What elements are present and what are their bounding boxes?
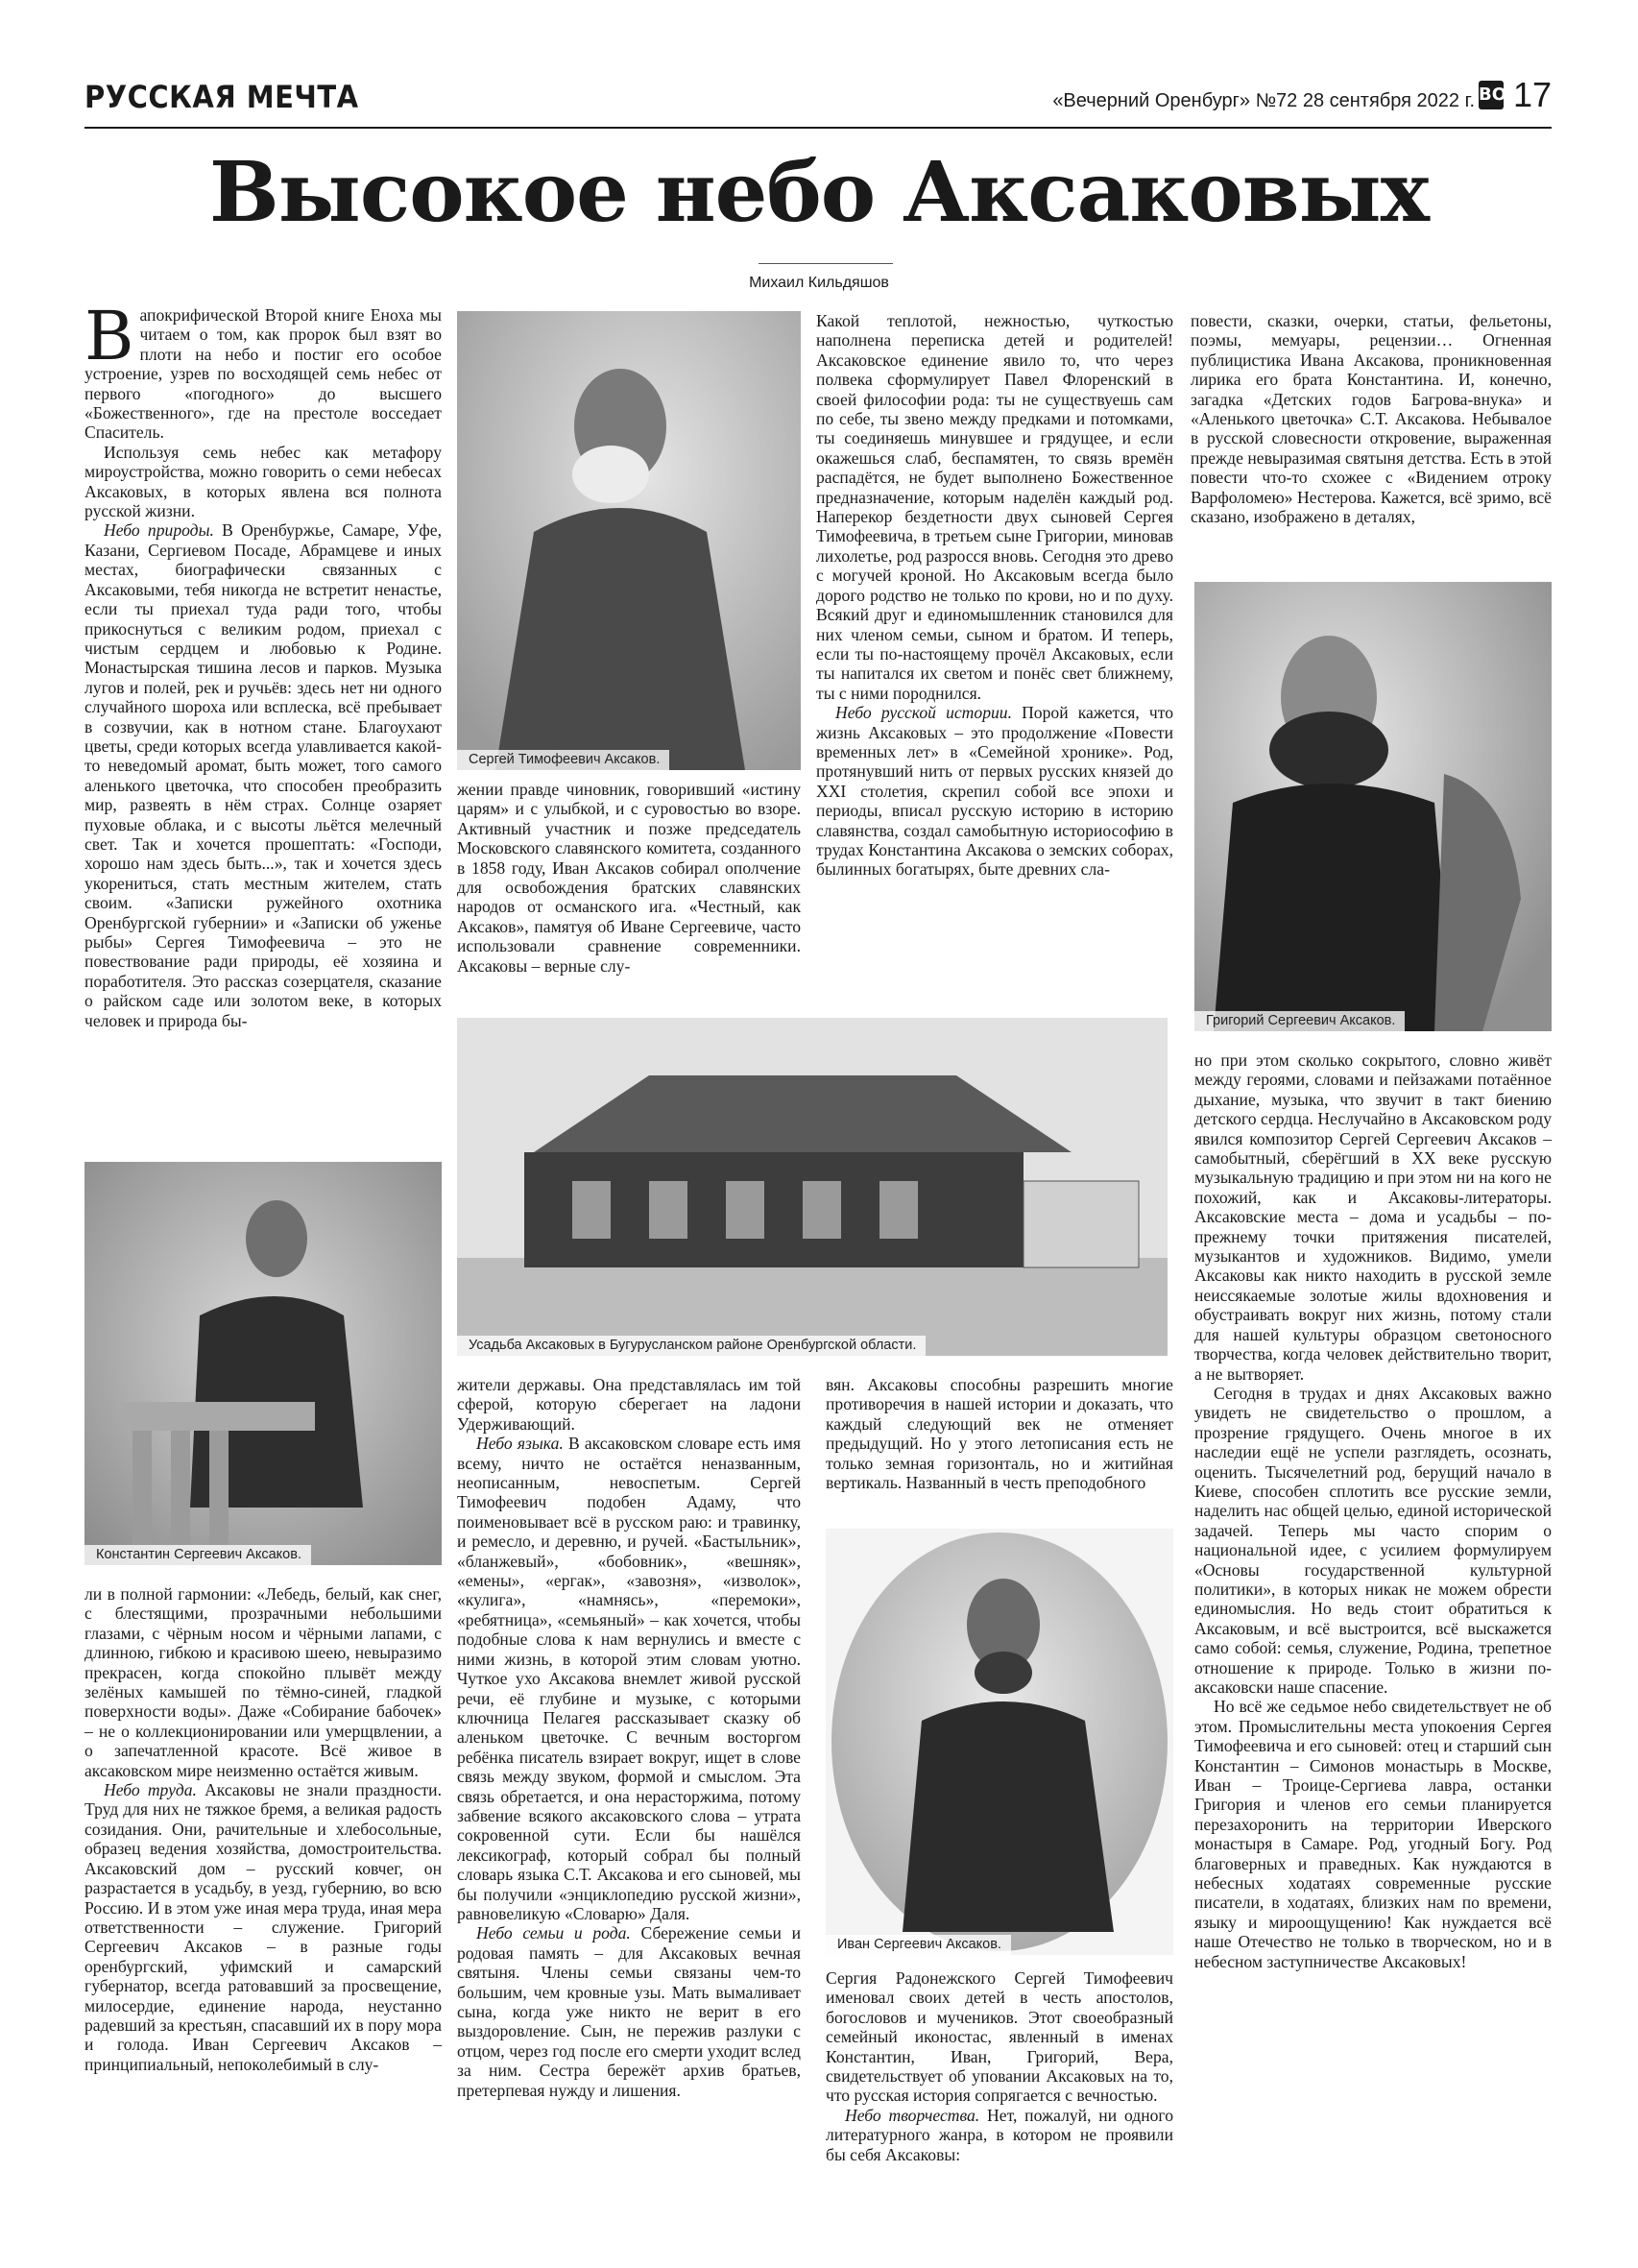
column-3-bottom-b <box>826 1968 1173 2164</box>
paragraph: Небо природы. В Оренбуржье, Самаре, Уфе, Казани, Сергиевом Посаде, Абрамцеве и иных местах, биографически связанных с Аксаковыми, тебя никогда не встретит ненастье, если ты приехал туда ради того, чтобы прикоснуться с великим родом, приехал с чистым сердцем и любовью к Родине. Монастырская тишина лесов и парков. Музыка лугов и полей, рек и ручьёв: здесь нет ни одного случайного шороха или всплеска, всё пребывает в созвучии, как в нотном стане. Благоухают цветы, среди которых всегда улавливается какой-то неведомый аромат, быть может, того самого аленького цветочка, что способен преобразить мир, развеять в нём страх. Солнце озаряет пуховые облака, и с высоты льётся мелечный свет. Так и хочется прошептать: «Господи, хорошо нам здесь быть...», так и хочется здесь укорениться, стать местным жителем, стать своим. «Записки ружейного охотника Оренбургской губернии» и «Записки об уженье рыбы» Сергея Тимофеевича – это не повествование ради природы, её хозяина и поработителя. Это рассказ созерцателя, сказание о райском саде или золотом веке, в которых человек и природа бы- <box>84 520 442 1030</box>
photo-konstantin-aksakov <box>84 1162 442 1565</box>
column-3-top <box>816 311 1173 880</box>
paragraph: жители державы. Она представлялась им той сферой, которую сберегает на ладони Удерживающий. <box>457 1375 801 1434</box>
paragraph: жении правде чиновник, говоривший «истину царям» и с улыбкой, и с суровостью во взоре. Активный участник и позже председатель Московского славянского комитета, созданного в 1858 году, Иван Аксаков собирал ополчение для освобождения братских славянских народов от османского ига. «Честный, как Аксаков», памятуя об Иване Сергеевиче, часто использовали сравнение современники. Аксаковы – верные слу- <box>457 780 801 976</box>
photo-caption: Сергей Тимофеевич Аксаков. <box>457 750 669 770</box>
photo-caption: Иван Сергеевич Аксаков. <box>826 1935 1011 1955</box>
photo-aksakov-estate <box>457 1018 1168 1356</box>
portrait-image <box>826 1529 1173 1955</box>
paragraph: Вапокрифической Второй книге Еноха мы читаем о том, как пророк был взят во плоти на небо и постиг его особое устроение, узрев по восходящей семь небес от первого «погодного» до высшего «Божественного», где на престоле восседает Спаситель. <box>84 297 442 443</box>
paragraph: Небо творчества. Нет, пожалуй, ни одного литературного жанра, в котором не проявили бы себя Аксаковы: <box>826 2105 1174 2164</box>
page-number: 17 <box>1513 75 1553 114</box>
photo-sergey-aksakov <box>457 311 801 770</box>
paragraph: Небо русской истории. Порой кажется, что жизнь Аксаковых – это продолжение «Повести временных лет» в «Семейной хронике». Род, протянувший нить от первых русских князей до XXI столетия, скрепил собой все эпохи и периоды, вписал русскую историю в историю славянства, создал самобытную историософию в трудах Константина Аксакова о земских соборах, былинных богатырях, быте древних сла- <box>816 703 1173 880</box>
paragraph: повести, сказки, очерки, статьи, фельетоны, поэмы, мемуары, рецензии… Огненная публицистика Ивана Аксакова, проникновенная лирика его брата Константина. И, конечно, загадка «Детских годов Багрова-внука» и «Аленького цветочка» С.Т. Аксакова. Небывалое в русской словесности откровение, выраженная прежде невыразимая святыня детства. Есть в этой повести что-то схожее с «Видением отроку Варфоломею» Нестерова. Кажется, всё зримо, всё сказано, изображено в деталях, <box>1191 311 1552 527</box>
paragraph: Небо труда. Аксаковы не знали праздности. Труд для них не тяжкое бремя, а великая радость созидания. Они, рачительные и хлебосольные, образец ведения хозяйства, домостроительства. Аксаковский дом – русский ковчег, он разрастается в усадьбу, в уезд, губернию, во всю Россию. И в этом уже иная мера труда, иная мера ответственности – служение. Григорий Сергеевич Аксаков – в разные годы оренбургский, уфимский и самарский губернатор, всегда ратовавший за просвещение, милосердие, единение народа, неустанно радевший за крестьян, спасавший их в пору мора и голода. Иван Сергеевич Аксаков – принципиальный, непоколебимый в слу- <box>84 1780 443 2074</box>
column-2-bottom <box>457 1375 801 2100</box>
column-2-middle <box>457 780 801 976</box>
column-3-bottom-a <box>826 1375 1173 1492</box>
column-1-bottom <box>84 1584 442 2074</box>
paragraph: Какой теплотой, нежностью, чуткостью наполнена переписка детей и родителей! Аксаковское единение явило то, что через полвека сформулирует Павел Флоренский в своей философии рода: ты не существуешь сам по себе, ты звено между предками и потомками, ты соединяешь минувшее и грядущее, и если окажешься слаб, беспамятен, то связь времён распадётся, не будет выполнено Божественное предназначение, которым наделён каждый род. Наперекор бездетности двух сыновей Сергея Тимофеевича, в третьем сыне Григории, миновав лихолетье, род разросся вновь. Сегодня это древо с могучей кроной. Но Аксаковым всегда было дорого родство не только по крови, но и по духу. Всякий друг и единомышленник становился для них членом семьи, сыном и братом. И теперь, если ты по-настоящему прочёл Аксаковых, если ты напитался их светом и понёс свет ближнему, ты с ними породнился. <box>816 311 1174 703</box>
portrait-image <box>457 311 801 770</box>
portrait-image <box>1194 582 1552 1031</box>
estate-image <box>457 1018 1168 1356</box>
paragraph: Сегодня в трудах и днях Аксаковых важно увидеть не свидетельство о прошлом, а прозрение грядущего. Очень многое в их наследии ещё не успели разглядеть, осознать, оценить. Тысячелетний род, берущий начало в Киеве, способен сплотить все русские земли, наделить нас общей целью, единой исторической задачей. Теперь мы часто спорим о национальной идее, с усилием формулируем «Основы государственной культурной политики», в которых никак не можем обрести единомыслия. Но ведь стоит обратиться к Аксаковым, и всё выстроится, всё выскажется само собой: семья, служение, Родина, трепетное отношение к природе. Только в жизни по-аксаковски наше спасение. <box>1194 1383 1552 1697</box>
column-4-bottom <box>1194 1050 1552 1971</box>
photo-grigory-aksakov <box>1194 582 1552 1031</box>
paragraph: вян. Аксаковы способны разрешить многие противоречия в нашей истории и доказать, что каждый следующий век не отменяет предыдущий. Но у этого летописания есть не только земная горизонталь, но и житийная вертикаль. Названный в честь преподобного <box>826 1375 1173 1493</box>
article-title: Высокое небо Аксаковых <box>208 144 1429 241</box>
portrait-image <box>84 1162 442 1565</box>
paragraph: но при этом сколько сокрытого, словно живёт между героями, словами и пейзажами потаённое дыхание, музыка, что звучит в такт биению детского сердца. Неслучайно в Аксаковском роду явился композитор Сергей Сергеевич Аксаков – самобытный, сберёгший в XX веке русскую музыкальную традицию и при этом ни на кого не похожий, как и Аксаковы-литераторы. Аксаковские места – дома и усадьбы – по-прежнему точки притяжения писателей, музыкантов и художников. Видимо, умели Аксаковы как никто находить в русской земле неиссякаемые золотые жилы вдохновения и обустраивать вокруг них жизнь, потому стали для нашей культуры образцом светоносного творчества, когда человек действительно творит, а не вытворяет. <box>1194 1050 1552 1384</box>
paragraph: Но всё же седьмое небо свидетельствует не об этом. Промыслительны места упокоения Сергея Тимофеевича и его сыновей: отец и старший сын Константин – Симонов монастырь в Москве, Иван – Троице-Сергиева лавра, останки Григория и членов его семьи планируется перезахоронить на территории Иверского монастыря в Самаре. Род, угодный Богу. Род благоверных и праведных. Как нуждаются в небесных ходатаях современные русские писатели, в ходатаях, близких нам по времени, языку и мироощущению! Как нуждается всё наше Отечество не только в творческом, но и в небесном заступничестве Аксаковых! <box>1194 1697 1552 1971</box>
photo-caption: Усадьба Аксаковых в Бугурусланском районе Оренбургской области. <box>457 1336 926 1356</box>
publication-logo-icon: ВО <box>1479 81 1504 109</box>
header-divider <box>84 127 1552 129</box>
photo-caption: Григорий Сергеевич Аксаков. <box>1194 1011 1405 1031</box>
section-title: РУССКАЯ МЕЧТА <box>84 79 359 115</box>
paragraph: Сергия Радонежского Сергей Тимофеевич именовал своих детей в честь апостолов, богословов и мучеников. Этот своеобразный семейный иконостас, явленный в именах Константин, Иван, Григорий, Вера, свидетельствует об уповании Аксаковых на то, что русская история сопрягается с вечностью. <box>826 1968 1173 2106</box>
paragraph: Небо семьи и рода. Сбережение семьи и родовая память – для Аксаковых вечная святыня. Члены семьи связаны чем-то большим, чем кровные узы. Мать вымаливает сына, когда уже никто не верит в его выздоровление. Сын, не пережив разлуки с отцом, через год после его смерти уходит вслед за ним. Сестра бережёт архив братьев, претерпевая нужду и лишения. <box>457 1923 801 2100</box>
photo-ivan-aksakov <box>826 1529 1173 1955</box>
article-author: Михаил Кильдяшов <box>749 275 889 291</box>
publication-info: «Вечерний Оренбург» №72 28 сентября 2022 г. <box>1052 90 1475 111</box>
drop-cap: В <box>84 297 134 375</box>
byline-divider <box>759 263 893 264</box>
paragraph: Используя семь небес как метафору мироустройства, можно говорить о семи небесах Аксаковых, в которых явлена вся полнота русской жизни. <box>84 442 442 521</box>
paragraph: ли в полной гармонии: «Лебедь, белый, как снег, с блестящими, прозрачными небольшими глазами, с чёрным носом и чёрными лапами, с длинною, гибкою и красивою шеею, невыразимо прекрасен, когда спокойно плывёт между зелёных камышей по тёмно-синей, гладкой поверхности воды». Даже «Собирание бабочек» – не о коллекционировании или умерщвлении, а о запечатленной красоте. Всё живое в аксаковском мире неизменно остаётся живым. <box>84 1584 442 1780</box>
photo-caption: Константин Сергеевич Аксаков. <box>84 1545 311 1565</box>
column-4-top <box>1191 311 1552 526</box>
column-1-top <box>84 297 442 1030</box>
paragraph: Небо языка. В аксаковском словаре есть имя всему, ничто не остаётся неназванным, неописанным, невоспетым. Сергей Тимофеевич подобен Адаму, что поименовывает всё в русском раю: и травинку, и ремесло, и деревню, и ручей. «Бастыльник», «бланжевый», «бобовник», «вешняк», «емены», «ергак», «завозня», «изволок», «кулига», «намнясь», «перемоки», «ребятница», «семьяный» – как хочется, чтобы подобные слова к нам вернулись и вместе с ними жизнь, в которой этим словам уютно. Чуткое ухо Аксакова внемлет живой русской речи, её глубине и музыке, с которыми ключница Пелагея рассказывает сказку об аленьком цветочке. С вечным восторгом ребёнка писатель взирает вокруг, ищет в слове связь между звуком, формой и смыслом. Эта связь обретается, и она нерасторжима, потому забвение всякого аксаковского слова – утрата сокровенной сути. Если бы нашёлся лексикограф, который собрал бы полный словарь языка С.Т. Аксакова и его сыновей, мы бы получили «энциклопедию русской жизни», равновеликую «Словарю» Даля. <box>457 1434 801 1923</box>
